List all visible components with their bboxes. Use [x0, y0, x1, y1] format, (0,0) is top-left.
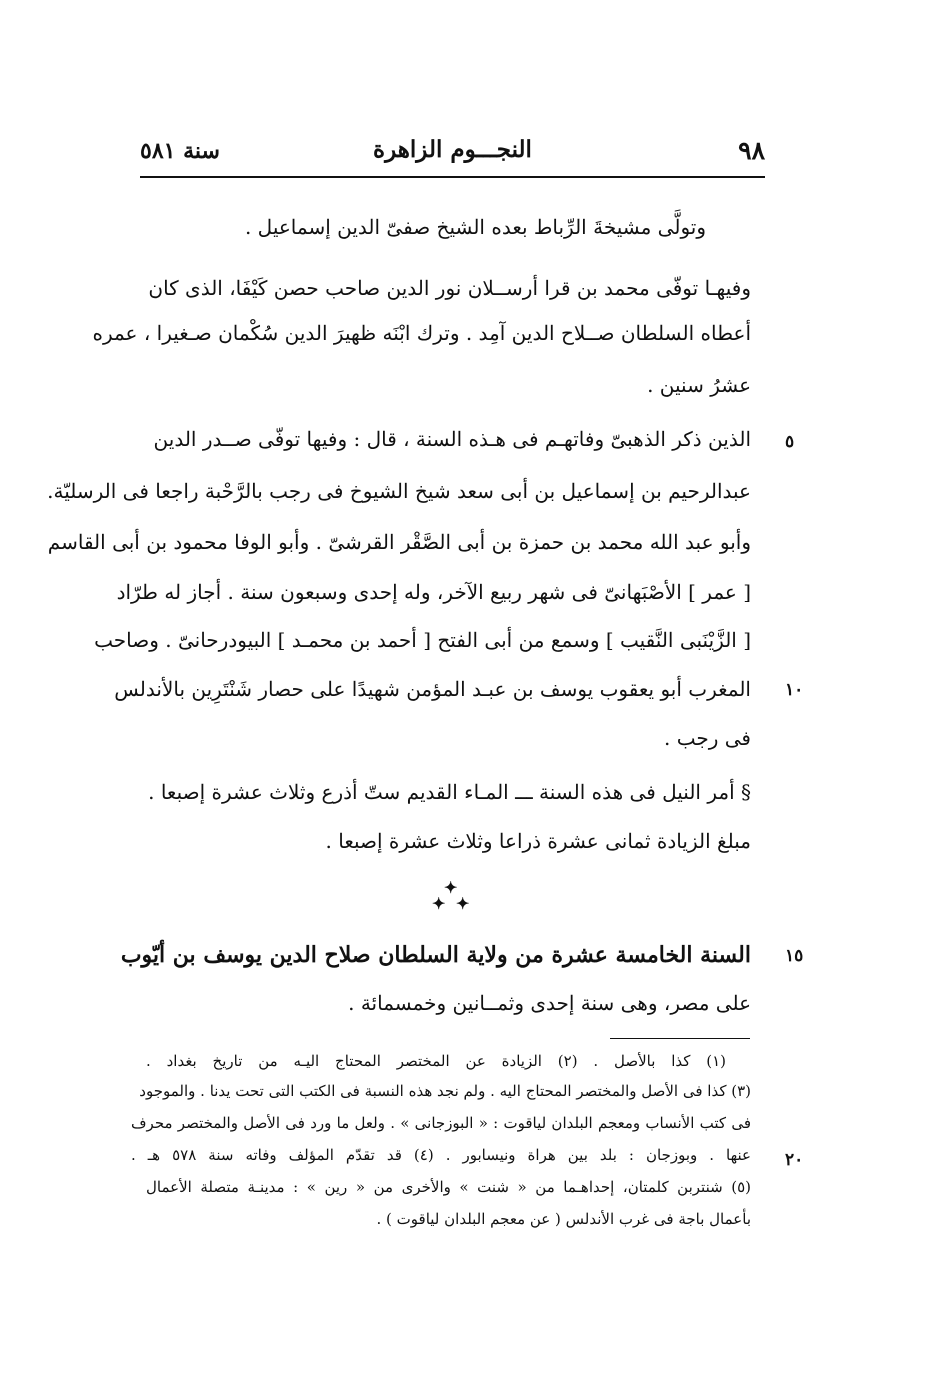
body-line-10: المغرب أبو يعقوب يوسف بن عبـد المؤمن شهيدًا على حصار شَنْتَرِين بالأندلس — [114, 677, 751, 701]
margin-line-number-15: ١٥ — [785, 946, 804, 966]
body-line-8: [ عمر ] الأصْبَهانىّ فى شهر ربيع الآخر، وله إحدى وسبعون سنة . أجاز له طرّاد — [116, 580, 751, 604]
margin-line-number-5: ٥ — [785, 432, 795, 452]
body-line-3: أعطاه السلطان صــلاح الدين آمِد . وترك ابْنَه ظهيرَ الدين سُكْمان صـغيرا ، عمره — [92, 321, 751, 345]
body-line-11: فى رجب . — [664, 726, 751, 750]
body-line-9: [ الزَّيْنَبى النَّقيب ] وسمع من أبى الفتح [ أحمد بن محمـد ] البيودرحانىّ . وصاحب — [94, 628, 751, 652]
margin-line-number-20: ٢٠ — [785, 1150, 804, 1170]
body-line-13: مبلغ الزيادة ثمانى عشرة ذراعا وثلاث عشرة إصبعا . — [325, 829, 751, 853]
footnote-line-2: (٣) كذا فى الأصل والمختصر المحتاج اليه . ولم نجد هذه النسبة فى الكتب التى تحت يدنا . والموجود — [139, 1082, 751, 1100]
year-section-subline: على مصر، وهى سنة إحدى وثمــانين وخمسمائة . — [348, 991, 751, 1015]
footnote-line-5: (٥) شنتربن كلمتان، إحداهـما من « شنت » والأخرى من « رين » : مدينـة متصلة الأعمال — [146, 1178, 751, 1196]
running-year: سنة ٥٨١ — [140, 138, 220, 164]
body-line-6: عبدالرحيم بن إسماعيل بن أبى سعد شيخ الشيوخ فى رجب بالرَّحْبة راجعا فى الرسليّة. — [47, 479, 751, 503]
page-number: ٩٨ — [738, 136, 765, 165]
footnote-line-6: بأعمال باجة فى غرب الأندلس ( عن معجم البلدان لياقوت ) . — [376, 1210, 751, 1228]
body-line-2: وفيهـا توفّى محمد بن قرا أرســلان نور الدين صاحب حصن كَيْفَا، الذى كان — [148, 276, 751, 300]
body-line-4: عشرُ سنين . — [647, 373, 751, 397]
year-section-heading: السنة الخامسة عشرة من ولاية السلطان صلاح الدين يوسف بن أيّوب — [120, 942, 751, 968]
body-line-5: الذين ذكر الذهبىّ وفاتهـم فى هـذه السنة ، قال : وفيها توفّى صــدر الدين — [153, 427, 751, 451]
footnote-line-3: فى كتب الأنساب ومعجم البلدان لياقوت : « البوزجانى » . ولعل ما ورد فى الأصل والمختصر محرف — [131, 1114, 751, 1132]
page-header — [140, 132, 765, 172]
margin-line-number-10: ١٠ — [785, 680, 804, 700]
footnote-rule — [610, 1038, 750, 1039]
footnote-line-1: (١) كذا بالأصل . (٢) الزيادة عن المختصر المحتاج اليـه من تاريخ بغداد . — [146, 1052, 727, 1070]
body-line-7: وأبو عبد الله محمد بن حمزة بن أبى الصَّقْر القرشىّ . وأبو الوفا محمود بن أبى القاسم — [47, 530, 751, 554]
section-divider-stars: ✦ ✦ ✦ — [432, 878, 470, 913]
body-line-12: § أمر النيل فى هذه السنة ـــ المـاء القديم ستّ أذرع وثلاث عشرة إصبعا . — [148, 780, 751, 804]
body-line-1: وتولَّى مشيخةَ الرِّباط بعده الشيخ صفىّ الدين إسماعيل . — [244, 215, 706, 239]
footnote-line-4: عنها . وبوزجان : بلد بين هراة ونيسابور . (٤) قد تقدّم المؤلف وفاته سنة ٥٧٨ هـ . — [131, 1146, 752, 1164]
running-title: النجـــوم الزاهرة — [373, 136, 532, 163]
header-rule — [140, 176, 765, 178]
